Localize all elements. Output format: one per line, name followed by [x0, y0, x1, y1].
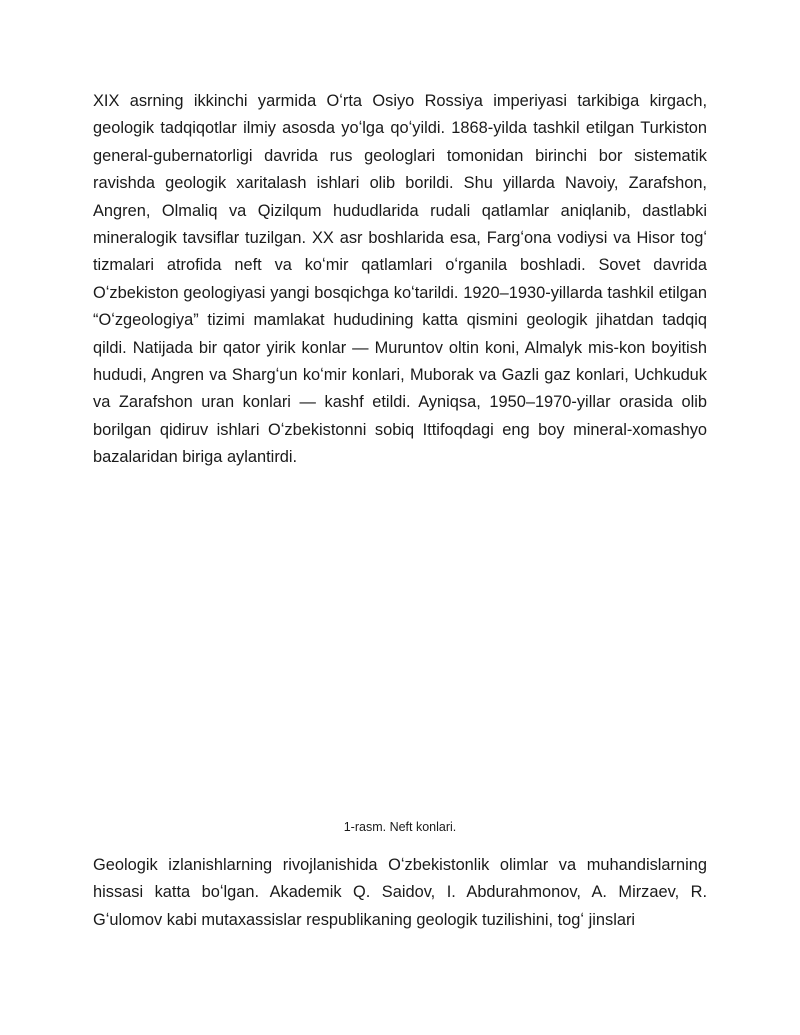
figure-placeholder [93, 500, 707, 805]
body-paragraph-history: XIX asrning ikkinchi yarmida Oʻrta Osiyo Rossiya imperiyasi tarkibiga kirgach, geologik tadqiqotlar ilmiy asosda yoʻlga qoʻyildi. 1868-yilda tashkil etilgan Turkiston general-gubernatorligi davrida rus geologlari tomonidan birinchi bor sistematik ravishda geologik xaritalash ishlari olib borildi. Shu yillarda Navoiy, Zarafshon, Angren, Olmaliq va Qizilqum hududlarida rudali qatlamlar aniqlanib, dastlabki mineralogik tavsiflar tuzilgan. XX asr boshlarida esa, Fargʻona vodiysi va Hisor togʻ tizmalari atrofida neft va koʻmir qatlamlari oʻrganila boshladi. Sovet davrida Oʻzbekiston geologiyasi yangi bosqichga koʻtarildi. 1920–1930-yillarda tashkil etilgan “Oʻzgeologiya” tizimi mamlakat hududining katta qismini geologik jihatdan tadqiq qildi. Natijada bir qator yirik konlar — Muruntov oltin koni, Almalyk mis-kon boyitish hududi, Angren va Shargʻun koʻmir konlari, Muborak va Gazli gaz konlari, Uchkuduk va Zarafshon uran konlari — kashf etildi. Ayniqsa, 1950–1970-yillar orasida olib borilgan qidiruv ishlari Oʻzbekistonni sobiq Ittifoqdagi eng boy mineral-xomashyo bazalaridan biriga aylantirdi. [93, 92, 707, 467]
body-paragraph-scientists: Geologik izlanishlarning rivojlanishida Oʻzbekistonlik olimlar va muhandislarning hissasi katta boʻlgan. Akademik Q. Saidov, I. Abdurahmonov, A. Mirzaev, R. Gʻulomov kabi mutaxassislar respublikaning geologik tuzilishini, togʻ jinslari [93, 856, 707, 929]
figure-caption: 1-rasm. Neft konlari. [343, 820, 457, 834]
